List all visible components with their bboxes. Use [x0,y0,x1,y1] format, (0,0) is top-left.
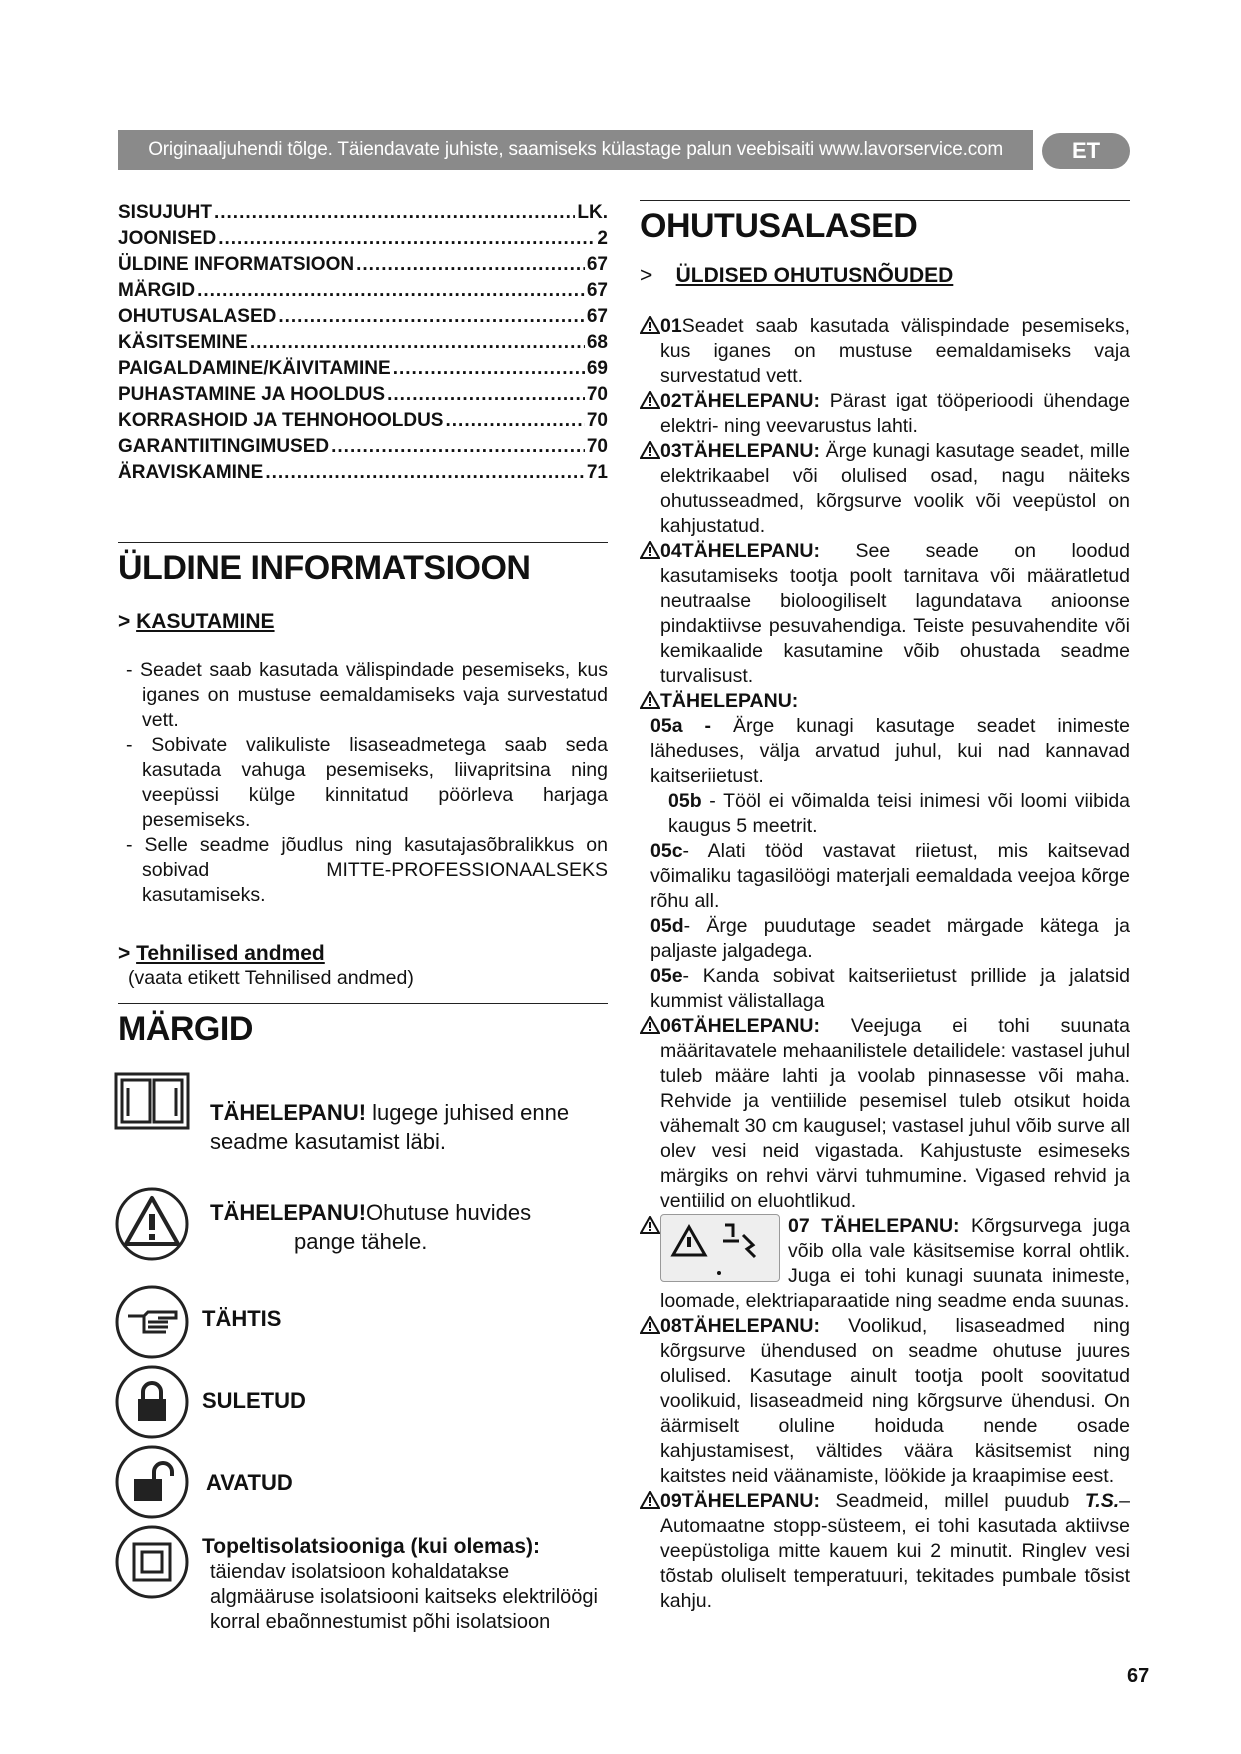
book-icon [114,1072,190,1137]
header-text: Originaaljuhendi tõlge. Täiendavate juhiste, saamiseks külastage palun veebisaiti www.lavorservice.com [148,139,1003,160]
toc-entry [118,408,608,434]
toc-entry-page: 67 [586,254,608,275]
divider [640,200,1130,201]
toc-entry [118,330,608,356]
toc-leader-dots [197,278,585,304]
divider [118,542,608,543]
toc-leader-dots [387,382,585,408]
toc-entry-label: OHUTUSALASED [118,306,277,327]
toc-leader-dots [250,330,585,356]
spray-hazard-pictogram [660,1214,780,1282]
warning-03: 03TÄHELEPANU: Ärge kunagi kasutage seadet, mille elektrikaabel või olulised osad, nagu näiteks ohutusseadmed, kõrgsurve voolik või veepüstol on kahjustatud. [640,439,1130,539]
toc-entry-label: PUHASTAMINE JA HOOLDUS [118,384,386,405]
warning-triangle-icon [640,1316,660,1341]
usage-bullets [118,658,608,908]
double-insulation-text: Topeltisolatsiooniga (kui olemas): täiendav isolatsioon kohaldatakse algmääruse isolatsiooni kaitseks elektrilöögi korral ebaõnnestumist põhi isolatsioon [202,1535,598,1633]
toc-leader-dots [214,200,575,226]
warning-triangle-icon [640,316,660,341]
tech-data-note: (vaata etikett Tehnilised andmed) [128,967,414,989]
warning-02: 02TÄHELEPANU: Pärast igat tööperioodi ühendage elektri- ning veevarustus lahti. [640,389,1130,439]
toc-entry-label: ÜLDINE INFORMATSIOON [118,254,355,275]
toc-leader-dots [445,408,584,434]
warning-triangle-icon [640,391,660,416]
warning-05b: 05b - Tööl ei võimalda teisi inimesi või loomi viibida kaugus 5 meetrit. [668,790,1131,837]
toc-entry [118,278,608,304]
warning-triangle-icon [640,1216,660,1241]
toc-leader-dots [356,252,585,278]
toc-entry [118,200,608,226]
lock-open-icon [114,1444,190,1525]
toc-entry [118,434,608,460]
toc-entry-page: 70 [586,410,608,431]
warning-08: 08TÄHELEPANU: Voolikud, lisaseadmed ning kõrgsurve ühendused on seadme ohutuse juures olulised. Kasutage ainult tootja poolt soovitatud voolikuid, lisaseadmeid ning kõrgsurve ühendusi. On äärmiselt oluline hoiduda nende osade kahjustamisest, vältides väära käsitsemist ning kaitstes neid väänamiste, löökide ja kraapimise eest. [640,1314,1130,1489]
toc-entry [118,226,608,252]
page-number: 67 [1127,1665,1150,1687]
toc-entry-label: SISUJUHT [118,202,212,223]
table-of-contents [118,200,608,486]
toc-entry-label: PAIGALDAMINE/KÄIVITAMINE [118,358,391,379]
warning-01: 01Seadet saab kasutada välispindade pesemiseks, kus iganes on mustuse eemaldamiseks vaja survestatud vett. [640,314,1130,389]
warning-07: 07 TÄHELEPANU: Kõrgsurvega juga võib olla vale käsitsemise korral ohtlik. Juga ei tohi kunagi suunata inimeste, loomade, elektriaparaatide ning seadme enda suunas. [640,1214,1130,1314]
warning-05a: 05a - Ärge kunagi kasutage seadet inimeste läheduses, välja arvatud juhul, kui nad kannavad kaitseriietust. [650,715,1131,787]
double-insulation-icon [114,1524,190,1605]
right-column [640,200,1130,1614]
toc-entry-label: KORRASHOID JA TEHNOHOOLDUS [118,410,444,431]
warning-icon [114,1186,190,1267]
list-item: - Seadet saab kasutada välispindade pesemiseks, kus iganes on mustuse eemaldamiseks vaja survestatud vett. [126,659,608,731]
warning-triangle-icon [640,691,660,716]
toc-entry-page: 70 [586,436,608,457]
warning-06: 06TÄHELEPANU: Veejuga ei tohi suunata määritavatele mehaanilistele detailidele: vastasel juhul tuleb määre lahti ja voolab pinnasesse või maha. Rehvide ja ventiilide pesemisel tuleb otsikut hoida vähemalt 30 cm kaugusel; vastasel juhul võib surve all olev vesi neid vigastada. Kahjustuste esimeseks märgiks on rehvi värvi tuhmumine. Vigased rehvid ja ventiilid on eluohtlikud. [640,1014,1130,1214]
warning-04: 04TÄHELEPANU: See seade on loodud kasutamiseks tootja poolt tarnitava või määratletud neutraalse bioloogiliselt lagundatava anioonse pindaktiivse pesuvahendiga. Teiste pesuvahendite või kemikaalide kasutamine võib ohustada seadme turvalisust. [640,539,1130,689]
symbols-title: MÄRGID [118,1010,253,1048]
toc-entry-page: 70 [586,384,608,405]
toc-entry-label: JOONISED [118,228,217,249]
warning-05-heading: TÄHELEPANU: [640,689,1130,714]
header-bar [118,130,1033,170]
toc-entry-page: 68 [586,332,608,353]
warning-05d: 05d- Ärge puudutage seadet märgade kätega ja paljaste jalgadega. [650,915,1130,962]
warning-triangle-icon [640,1016,660,1041]
toc-entry-page: 2 [597,228,608,249]
lock-closed-icon [114,1364,190,1445]
toc-entry-label: GARANTIITINGIMUSED [118,436,330,457]
usage-heading: > KASUTAMINE [118,610,275,633]
warning-triangle-icon [640,541,660,566]
pointing-hand-icon [114,1284,190,1365]
toc-entry-page: 69 [586,358,608,379]
toc-entry [118,356,608,382]
toc-leader-dots [393,356,585,382]
toc-entry [118,252,608,278]
toc-entry [118,304,608,330]
warning-05e: 05e- Kanda sobivat kaitseriietust prillide ja jalatsid kummist välistallaga [650,965,1130,1012]
toc-entry-label: ÄRAVISKAMINE [118,462,264,483]
toc-leader-dots [331,434,585,460]
warning-05c: 05c- Alati tööd vastavat riietust, mis kaitsevad võimaliku tagasilöögi materjali eemaldada veejoa kõrge rõhu all. [650,840,1130,912]
left-column [118,200,608,1049]
toc-entry [118,382,608,408]
unlocked-label: AVATUD [206,1470,293,1495]
toc-entry-page: 71 [586,462,608,483]
book-symbol-text: TÄHELEPANU! lugege juhised enne seadme kasutamist läbi. [210,1100,570,1154]
important-label: TÄHTIS [202,1306,282,1331]
safety-title: OHUTUSALASED [640,207,918,245]
general-info-title: ÜLDINE INFORMATSIOON [118,549,531,587]
toc-leader-dots [218,226,595,252]
list-item: - Selle seadme jõudlus ning kasutajasõbralikkus on sobivad MITTE-PROFESSIONAALSEKS kasutamiseks. [126,834,608,906]
locked-label: SULETUD [202,1388,306,1413]
warning-triangle-icon [640,1491,660,1516]
toc-entry-page: LK. [577,202,608,223]
general-safety-heading: > ÜLDISED OHUTUSNÕUDED [640,264,954,287]
warning-09: 09TÄHELEPANU: Seadmeid, millel puudub T.S.– Automaatne stopp-süsteem, ei tohi kasutada aktiivse veepüstoliga mitte kauem kui 2 minutit. Ringlev vesi tõstab oluliselt temperatuuri, tekitades pumbale tõsist kahju. [640,1489,1130,1614]
toc-entry-label: MÄRGID [118,280,196,301]
list-item: - Sobivate valikuliste lisaseadmetega saab seda kasutada vahuga pesemiseks, liivapritsina ning veepüssi külge kinnitatud pöörleva harjaga pesemiseks. [126,734,608,831]
toc-entry-page: 67 [586,306,608,327]
toc-leader-dots [278,304,585,330]
language-badge: ET [1042,133,1130,169]
toc-entry-page: 67 [586,280,608,301]
toc-leader-dots [265,460,585,486]
toc-entry [118,460,608,486]
warning-symbol-text: TÄHELEPANU!Ohutuse huvides pange tähele. [210,1200,532,1254]
tech-data-heading: > Tehnilised andmed [118,942,325,965]
warning-triangle-icon [640,441,660,466]
toc-entry-label: KÄSITSEMINE [118,332,248,353]
divider [118,1003,608,1004]
